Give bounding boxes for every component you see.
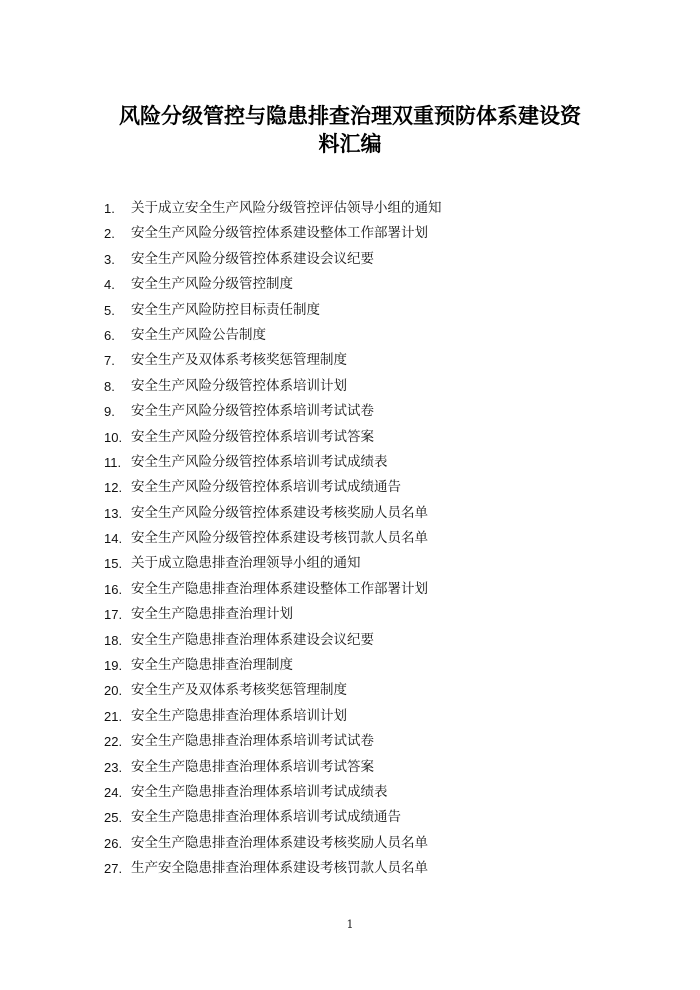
toc-item-title: 安全生产风险分级管控体系建设考核罚款人员名单 — [131, 530, 428, 547]
table-of-contents — [0, 196, 700, 882]
toc-item-number: 2. — [104, 226, 115, 242]
toc-item-title: 安全生产风险分级管控体系培训考试成绩表 — [131, 453, 388, 470]
toc-item-number: 26. — [104, 835, 123, 851]
toc-item-number: 19. — [104, 658, 123, 674]
toc-item — [0, 628, 700, 653]
toc-item — [0, 298, 700, 323]
toc-item-title: 安全生产风险公告制度 — [131, 326, 266, 343]
toc-item-number: 15. — [104, 556, 123, 572]
toc-item — [0, 272, 700, 297]
toc-item-title: 安全生产风险防控目标责任制度 — [131, 301, 320, 318]
toc-item-number: 14. — [104, 531, 123, 547]
toc-item-title: 安全生产风险分级管控体系培训计划 — [131, 377, 347, 394]
toc-item-title: 安全生产风险分级管控体系培训考试成绩通告 — [131, 479, 401, 496]
toc-item-number: 13. — [104, 505, 123, 521]
toc-item — [0, 374, 700, 399]
toc-item — [0, 755, 700, 780]
toc-item-title: 安全生产隐患排查治理体系培训考试答案 — [131, 758, 374, 775]
toc-item — [0, 221, 700, 246]
toc-item-title: 安全生产及双体系考核奖惩管理制度 — [131, 682, 347, 699]
toc-item — [0, 247, 700, 272]
toc-item — [0, 425, 700, 450]
toc-item-number: 10. — [104, 429, 123, 445]
toc-item-number: 8. — [104, 378, 115, 394]
toc-item-number: 1. — [104, 201, 115, 216]
toc-item-title: 生产安全隐患排查治理体系建设考核罚款人员名单 — [131, 860, 428, 877]
toc-item-number: 18. — [104, 632, 123, 648]
toc-item-number: 11. — [104, 454, 122, 470]
toc-item-number: 17. — [104, 607, 123, 623]
toc-item-number: 5. — [104, 302, 115, 318]
toc-item-title: 安全生产隐患排查治理体系建设会议纪要 — [131, 631, 374, 648]
toc-item — [0, 196, 700, 221]
toc-item — [0, 704, 700, 729]
toc-item — [0, 501, 700, 526]
toc-item-number: 6. — [104, 327, 115, 343]
toc-item — [0, 323, 700, 348]
toc-item-title: 安全生产风险分级管控体系培训考试试卷 — [131, 403, 374, 420]
toc-item-number: 23. — [104, 759, 123, 775]
document-title-line-2: 料汇编 — [318, 132, 382, 156]
toc-item — [0, 653, 700, 678]
toc-item-number: 12. — [104, 480, 123, 496]
page-number: 1 — [346, 918, 354, 931]
toc-item — [0, 526, 700, 551]
toc-item — [0, 450, 700, 475]
toc-item-title: 关于成立隐患排查治理领导小组的通知 — [131, 555, 361, 572]
toc-item-number: 7. — [104, 353, 115, 369]
toc-item-number: 20. — [104, 683, 123, 699]
toc-item-title: 安全生产隐患排查治理制度 — [131, 657, 293, 674]
toc-item-title: 安全生产风险分级管控制度 — [131, 276, 293, 293]
toc-item — [0, 577, 700, 602]
toc-item-number: 16. — [104, 581, 123, 597]
toc-item — [0, 678, 700, 703]
toc-item-title: 安全生产隐患排查治理体系建设考核奖励人员名单 — [131, 834, 428, 851]
toc-item-title: 安全生产风险分级管控体系建设会议纪要 — [131, 250, 374, 267]
toc-item-title: 安全生产风险分级管控体系培训考试答案 — [131, 428, 374, 445]
toc-item — [0, 475, 700, 500]
toc-item-number: 24. — [104, 784, 123, 800]
toc-item — [0, 551, 700, 576]
toc-item-number: 25. — [104, 810, 123, 826]
toc-item — [0, 805, 700, 830]
toc-item-number: 4. — [104, 277, 115, 293]
toc-item-title: 安全生产隐患排查治理体系建设整体工作部署计划 — [131, 580, 428, 597]
toc-item — [0, 602, 700, 627]
toc-item-number: 3. — [104, 251, 115, 267]
toc-item-number: 9. — [104, 404, 115, 420]
toc-item-title: 安全生产隐患排查治理体系培训考试成绩表 — [131, 783, 388, 800]
toc-item — [0, 729, 700, 754]
toc-item — [0, 831, 700, 856]
toc-item-number: 22. — [104, 734, 123, 750]
toc-item-title: 安全生产隐患排查治理计划 — [131, 606, 293, 623]
toc-item-title: 关于成立安全生产风险分级管控评估领导小组的通知 — [131, 200, 442, 216]
toc-item — [0, 780, 700, 805]
toc-item-title: 安全生产隐患排查治理体系培训考试成绩通告 — [131, 809, 401, 826]
toc-item-title: 安全生产风险分级管控体系建设考核奖励人员名单 — [131, 504, 428, 521]
toc-item — [0, 856, 700, 881]
toc-item-title: 安全生产及双体系考核奖惩管理制度 — [131, 352, 347, 369]
document-title-line-1: 风险分级管控与隐患排查治理双重预防体系建设资 — [119, 104, 581, 128]
toc-item-title: 安全生产隐患排查治理体系培训考试试卷 — [131, 733, 374, 750]
toc-item — [0, 348, 700, 373]
toc-item-title: 安全生产风险分级管控体系建设整体工作部署计划 — [131, 225, 428, 242]
toc-item-number: 21. — [104, 708, 123, 724]
toc-item — [0, 399, 700, 424]
toc-item-number: 27. — [104, 861, 123, 877]
document-title — [95, 102, 605, 158]
toc-item-title: 安全生产隐患排查治理体系培训计划 — [131, 707, 347, 724]
